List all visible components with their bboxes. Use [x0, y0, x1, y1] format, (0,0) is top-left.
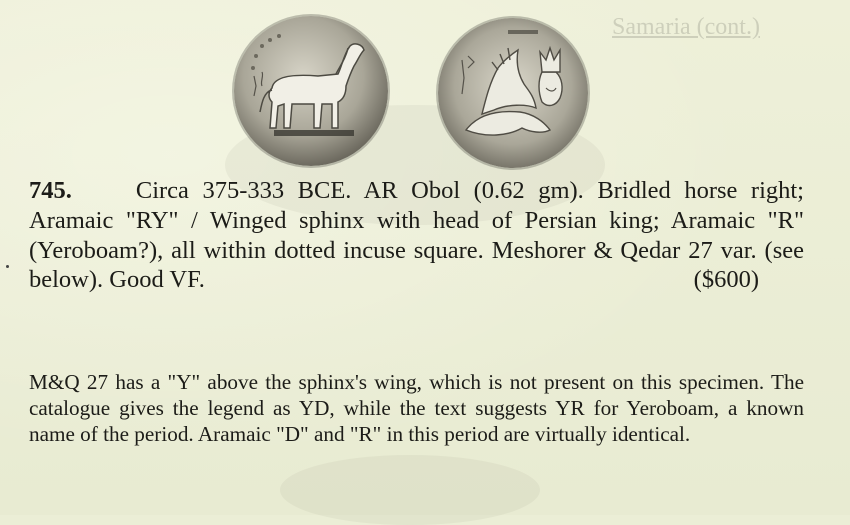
coin-obverse-image — [234, 16, 388, 166]
sphinx-coin-graphic — [438, 18, 588, 168]
lot-description-block — [29, 176, 804, 295]
coin-reverse-image — [438, 18, 588, 168]
lot-note: M&Q 27 has a "Y" above the sphinx's wing, which is not present on this specimen. The catalogue gives the legend as YD, while the text suggests YR for Yeroboam, a known name of the period. Aramaic "D" and "R" in this period are virtually identical. — [29, 370, 804, 446]
lot-number: 745. — [29, 177, 72, 204]
margin-speck — [6, 265, 9, 268]
horse-coin-graphic — [234, 16, 388, 166]
bleed-through-header: Samaria (cont.) — [612, 14, 760, 40]
lot-description: Circa 375-333 BCE. AR Obol (0.62 gm). Bridled horse right; Aramaic "RY" / Winged sphinx with head of Persian king; Aramaic "R" (Yeroboam?), all within dotted incuse square. Meshorer & Qedar 27 var. (see below). Good VF. — [29, 177, 804, 294]
lot-estimate-price: ($600) — [693, 266, 759, 294]
